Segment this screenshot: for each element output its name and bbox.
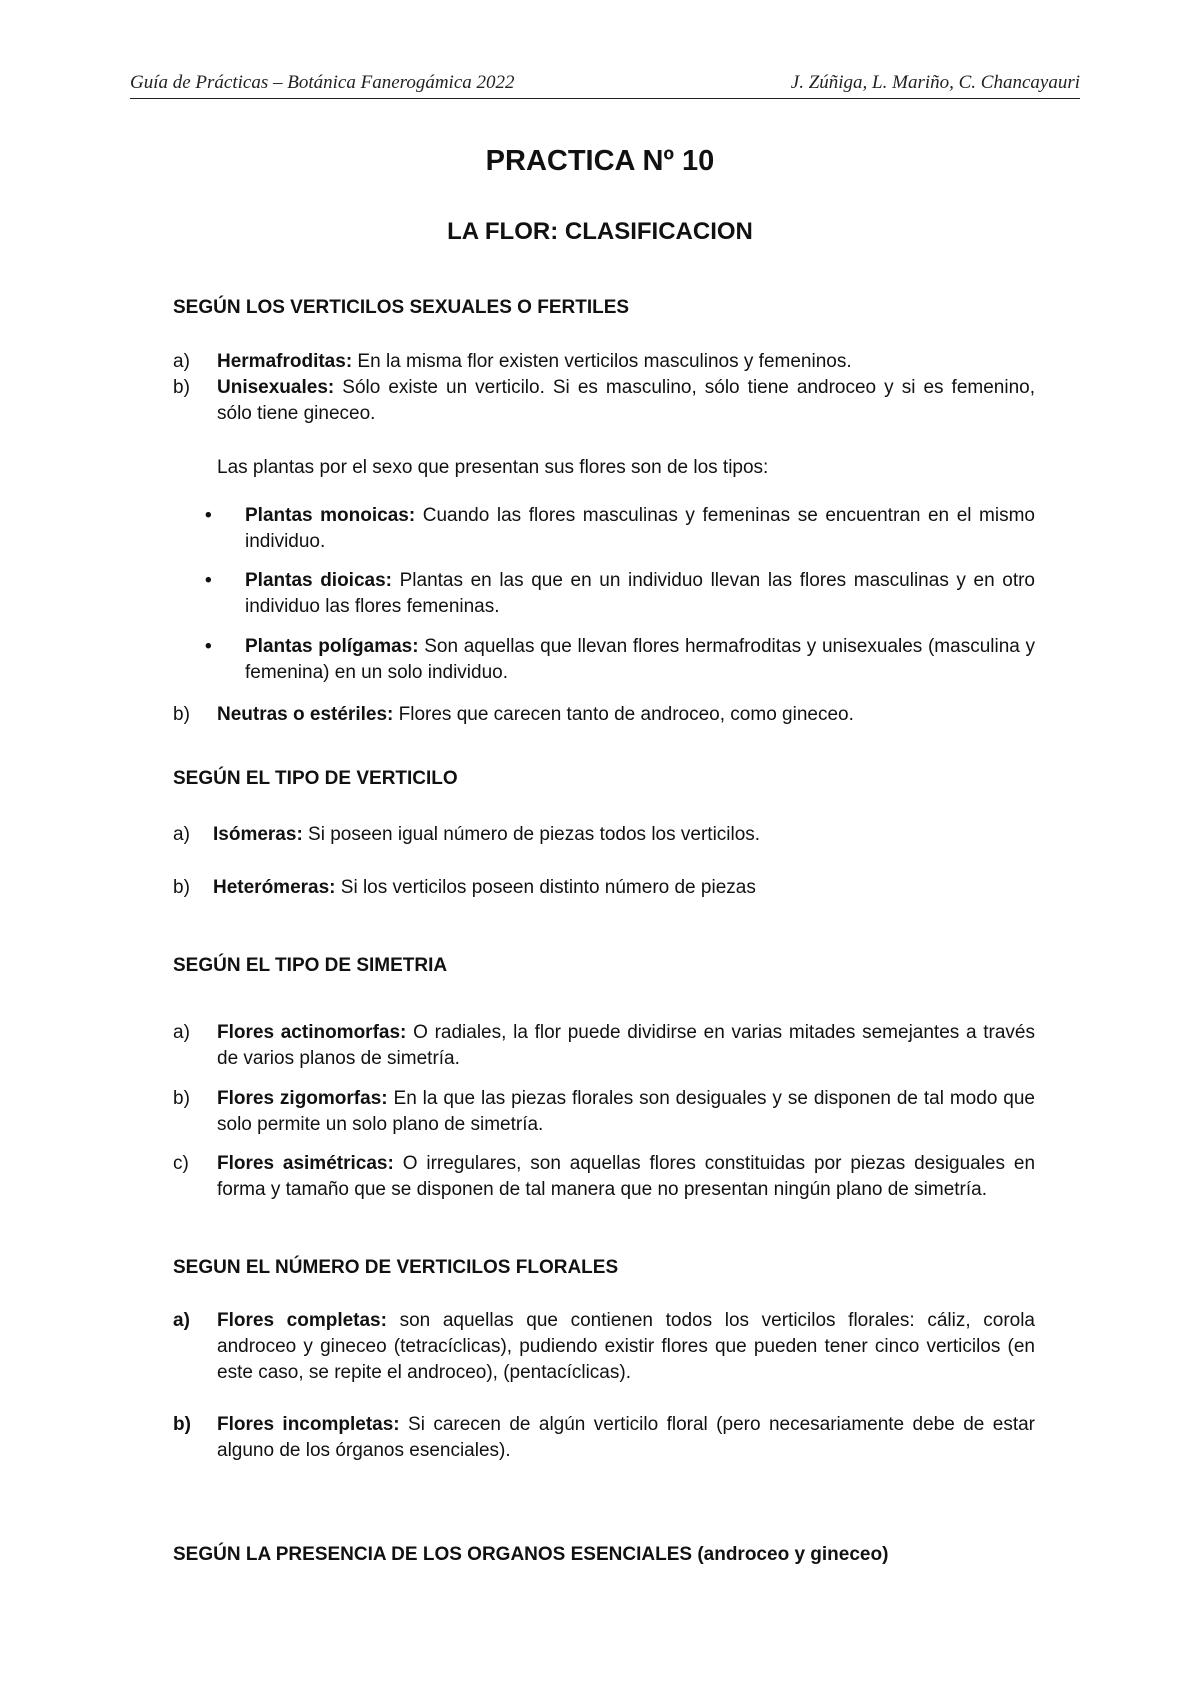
intro-paragraph: Las plantas por el sexo que presentan sus flores son de los tipos: — [217, 457, 769, 478]
definition: O radiales, la flor puede dividirse en varias mitades semejantes a través de varios planos de simetría. — [217, 1022, 1035, 1069]
definition: Si los verticilos poseen distinto número de piezas — [335, 877, 756, 898]
section-heading-sexual-verticils: SEGÚN LOS VERTICILOS SEXUALES O FERTILES — [173, 297, 630, 318]
bullet-item-monoicas — [205, 503, 1035, 555]
list-item-completas — [173, 1308, 1035, 1386]
list-marker: a) — [173, 351, 190, 372]
list-item-actinomorfas — [173, 1020, 1035, 1072]
list-marker: c) — [173, 1153, 189, 1174]
definition: Si poseen igual número de piezas todos los verticilos. — [302, 824, 761, 845]
list-marker: b) — [173, 704, 190, 725]
list-item-neutras — [173, 702, 1035, 728]
list-marker: b) — [173, 377, 190, 398]
definition: Cuando las flores masculinas y femeninas se encuentran en el mismo individuo. — [245, 505, 1036, 552]
bullet-icon: • — [205, 570, 212, 591]
section-heading-essential-organs: SEGÚN LA PRESENCIA DE LOS ORGANOS ESENCIALES (androceo y gineceo) — [173, 1544, 889, 1565]
definition: En la que las piezas florales son desiguales y se disponen de tal modo que solo permite un solo plano de simetría. — [217, 1088, 1035, 1135]
list-marker: a) — [173, 824, 190, 845]
term: Flores zigomorfas: — [217, 1088, 388, 1109]
header-course-title: Guía de Prácticas – Botánica Fanerogámica 2022 — [130, 72, 515, 93]
list-marker: b) — [173, 1088, 190, 1109]
term: Plantas dioicas: — [245, 570, 392, 591]
definition: En la misma flor existen verticilos masculinos y femeninos. — [352, 351, 852, 372]
definition: O irregulares, son aquellas flores constituidas por piezas desiguales en forma y tamaño que se disponen de tal manera que no presentan ningún plano de simetría. — [217, 1153, 1036, 1200]
list-item-hermafroditas — [173, 349, 1035, 375]
page-header — [130, 72, 1080, 99]
definition: Son aquellas que llevan flores hermafroditas y unisexuales (masculina y femenina) en un solo individuo. — [245, 636, 1036, 683]
section-heading-symmetry: SEGÚN EL TIPO DE SIMETRIA — [173, 955, 448, 976]
bullet-icon: • — [205, 505, 212, 526]
term: Heterómeras: — [213, 877, 336, 898]
page-title: PRACTICA Nº 10 — [485, 145, 715, 177]
list-marker: b) — [173, 877, 190, 898]
term: Plantas monoicas: — [245, 505, 416, 526]
list-marker: a) — [173, 1310, 190, 1331]
section-heading-verticil-type: SEGÚN EL TIPO DE VERTICILO — [173, 768, 458, 789]
header-authors: J. Zúñiga, L. Mariño, C. Chancayauri — [790, 72, 1080, 93]
term: Flores actinomorfas: — [217, 1022, 407, 1043]
definition: Plantas en las que en un individuo llevan las flores masculinas y en otro individuo las flores femeninas. — [245, 570, 1036, 617]
list-item-isomeras — [173, 822, 1035, 848]
definition: Sólo existe un verticilo. Si es masculino, sólo tiene androceo y si es femenino, sólo tiene gineceo. — [217, 377, 1035, 424]
term: Hermafroditas: — [217, 351, 353, 372]
list-marker: b) — [173, 1414, 191, 1435]
term: Flores asimétricas: — [217, 1153, 394, 1174]
definition: Si carecen de algún verticilo floral (pero necesariamente debe de estar alguno de los órganos esenciales). — [217, 1414, 1035, 1461]
term: Plantas polígamas: — [245, 636, 419, 657]
list-item-heteromeras — [173, 875, 1035, 901]
list-item-zigomorfas — [173, 1086, 1035, 1138]
term: Flores completas: — [217, 1310, 387, 1331]
term: Unisexuales: — [217, 377, 335, 398]
page-subtitle: LA FLOR: CLASIFICACION — [447, 218, 753, 245]
list-item-unisexuales — [173, 375, 1035, 427]
list-item-asimetricas — [173, 1151, 1035, 1203]
definition: son aquellas que contienen todos los verticilos florales: cáliz, corola androceo y gineceo (tetracíclicas), pudiendo existir flores que pueden tener cinco verticilos (en este caso, se repite el androceo), (pentacíclicas). — [217, 1310, 1035, 1383]
bullet-item-dioicas — [205, 568, 1035, 620]
bullet-icon: • — [205, 636, 212, 657]
term: Flores incompletas: — [217, 1414, 400, 1435]
term: Neutras o estériles: — [217, 704, 394, 725]
definition: Flores que carecen tanto de androceo, como gineceo. — [393, 704, 854, 725]
list-item-incompletas — [173, 1412, 1035, 1464]
section-heading-verticil-count: SEGUN EL NÚMERO DE VERTICILOS FLORALES — [173, 1257, 619, 1278]
term: Isómeras: — [213, 824, 303, 845]
bullet-item-poligamas — [205, 634, 1035, 686]
list-marker: a) — [173, 1022, 190, 1043]
